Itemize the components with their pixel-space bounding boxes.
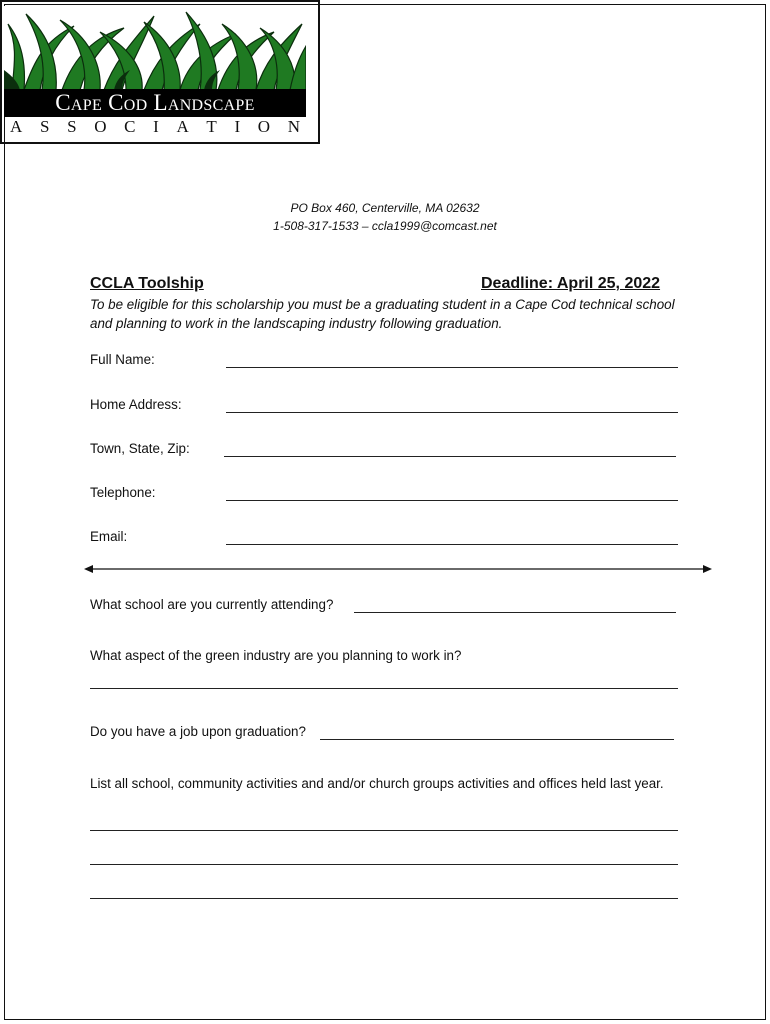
activities-question: List all school, community activities and and/or church groups activities and offices held last year. (90, 776, 664, 791)
home-address-field[interactable] (226, 412, 678, 413)
logo-letter: O (94, 117, 107, 136)
full-name-field[interactable] (226, 367, 678, 368)
logo-letter: A (10, 117, 23, 136)
job-question: Do you have a job upon graduation? (90, 724, 306, 739)
telephone-label: Telephone: (90, 485, 156, 500)
logo-letter: S (39, 117, 50, 136)
address-line: PO Box 460, Centerville, MA 02632 (290, 201, 480, 215)
email-field[interactable] (226, 544, 678, 545)
full-name-label: Full Name: (90, 352, 155, 367)
contact-line: 1-508-317-1533 – ccla1999@comcast.net (273, 219, 497, 233)
home-address-label: Home Address: (90, 397, 182, 412)
activities-answer-line-3[interactable] (90, 898, 678, 899)
logo-letter: I (153, 117, 159, 136)
association-logo (0, 0, 320, 144)
logo-letter: A (176, 117, 189, 136)
logo-title: Cape Cod Landscape (4, 89, 306, 117)
school-answer-field[interactable] (354, 612, 676, 613)
email-label: Email: (90, 529, 128, 544)
activities-answer-line-2[interactable] (90, 864, 678, 865)
logo-letter: N (287, 117, 300, 136)
eligibility-intro: To be eligible for this scholarship you must be a graduating student in a Cape Cod technical school and planning to work in the landscaping industry following graduation. (90, 297, 675, 331)
green-industry-question: What aspect of the green industry are you planning to work in? (90, 648, 462, 663)
town-state-zip-field[interactable] (224, 456, 676, 457)
activities-answer-line-1[interactable] (90, 830, 678, 831)
school-question: What school are you currently attending? (90, 597, 334, 612)
logo-letter: I (234, 117, 241, 136)
town-state-zip-label: Town, State, Zip: (90, 441, 190, 456)
logo-letter: T (206, 117, 217, 136)
grass-logo-graphic (4, 6, 306, 90)
logo-letter: S (67, 117, 77, 136)
telephone-field[interactable] (226, 500, 678, 501)
green-industry-answer-field[interactable] (90, 688, 678, 689)
form-title: CCLA Toolship (90, 275, 204, 292)
job-answer-field[interactable] (320, 739, 674, 740)
logo-letter: O (257, 117, 271, 136)
section-divider-arrow (84, 562, 712, 576)
deadline: Deadline: April 25, 2022 (481, 275, 661, 292)
logo-subtitle (4, 118, 306, 136)
logo-letter: C (124, 117, 136, 136)
